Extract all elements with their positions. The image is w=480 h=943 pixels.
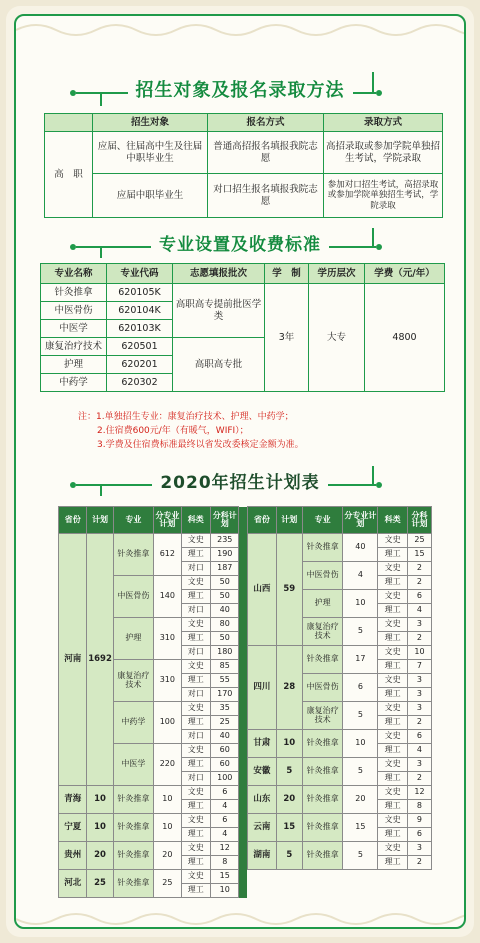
subject-type-cell: 理工 bbox=[378, 716, 408, 730]
subject-type-cell: 理工 bbox=[378, 548, 408, 562]
province-total-cell: 1692 bbox=[87, 534, 113, 786]
province-total-cell: 5 bbox=[276, 758, 302, 786]
major-plan-cell: 6 bbox=[343, 674, 378, 702]
subject-type-cell: 文史 bbox=[181, 814, 211, 828]
subject-plan-cell: 35 bbox=[211, 702, 239, 716]
subject-type-cell: 理工 bbox=[181, 632, 211, 646]
province-cell: 安徽 bbox=[248, 758, 276, 786]
plan-header-cell: 省份 bbox=[248, 507, 276, 534]
subject-type-cell: 文史 bbox=[378, 730, 408, 744]
note-line-1: 注：1.单独招生专业：康复治疗技术、护理、中药学； bbox=[78, 412, 294, 422]
subject-type-cell: 理工 bbox=[181, 590, 211, 604]
header-fee: 学费（元/年） bbox=[365, 264, 445, 284]
subject-plan-cell: 40 bbox=[211, 730, 239, 744]
subject-plan-cell: 60 bbox=[211, 758, 239, 772]
province-cell: 甘肃 bbox=[248, 730, 276, 758]
subject-plan-cell: 2 bbox=[407, 576, 431, 590]
admission-cell: 高招录取或参加学院单独招生考试，学院录取 bbox=[324, 132, 443, 174]
province-total-cell: 15 bbox=[276, 814, 302, 842]
subject-plan-cell: 55 bbox=[211, 674, 239, 688]
subject-type-cell: 文史 bbox=[181, 842, 211, 856]
subject-type-cell: 理工 bbox=[181, 800, 211, 814]
major-cell: 针灸推拿 bbox=[302, 786, 342, 814]
subject-type-cell: 文史 bbox=[181, 786, 211, 800]
section3-header bbox=[16, 462, 464, 493]
fee-cell: 4800 bbox=[365, 284, 445, 392]
subject-type-cell: 文史 bbox=[378, 562, 408, 576]
major-cell: 针灸推拿 bbox=[113, 842, 153, 870]
plan-header-cell: 分专业计划 bbox=[343, 507, 378, 534]
major-plan-cell: 5 bbox=[343, 618, 378, 646]
subject-plan-cell: 80 bbox=[211, 618, 239, 632]
subject-plan-cell: 10 bbox=[407, 646, 431, 660]
subject-plan-cell: 15 bbox=[211, 870, 239, 884]
subject-type-cell: 文史 bbox=[378, 786, 408, 800]
major-name: 中药学 bbox=[41, 374, 107, 392]
major-code: 620201 bbox=[107, 356, 173, 374]
province-total-cell: 25 bbox=[87, 870, 113, 898]
subject-plan-cell: 190 bbox=[211, 548, 239, 562]
subject-type-cell: 对口 bbox=[181, 730, 211, 744]
province-cell: 山西 bbox=[248, 534, 276, 646]
subject-type-cell: 文史 bbox=[181, 576, 211, 590]
major-code: 620105K bbox=[107, 284, 173, 302]
subject-type-cell: 对口 bbox=[181, 562, 211, 576]
province-cell: 云南 bbox=[248, 814, 276, 842]
subject-plan-cell: 2 bbox=[407, 772, 431, 786]
major-plan-cell: 15 bbox=[343, 814, 378, 842]
major-cell: 中药学 bbox=[113, 702, 153, 744]
subject-plan-cell: 60 bbox=[211, 744, 239, 758]
admission-method-table bbox=[44, 113, 443, 218]
header-degree: 学历层次 bbox=[309, 264, 365, 284]
subject-plan-cell: 50 bbox=[211, 632, 239, 646]
major-cell: 康复治疗技术 bbox=[302, 702, 342, 730]
section2-header bbox=[16, 224, 464, 255]
major-cell: 中医骨伤 bbox=[113, 576, 153, 618]
province-total-cell: 59 bbox=[276, 534, 302, 646]
subject-type-cell: 理工 bbox=[378, 632, 408, 646]
subject-plan-cell: 40 bbox=[211, 604, 239, 618]
major-cell: 中医骨伤 bbox=[302, 562, 342, 590]
major-cell: 针灸推拿 bbox=[113, 814, 153, 842]
province-cell: 山东 bbox=[248, 786, 276, 814]
subject-type-cell: 理工 bbox=[181, 828, 211, 842]
subject-type-cell: 文史 bbox=[378, 590, 408, 604]
enrollment-plan-table bbox=[58, 506, 432, 898]
subject-plan-cell: 187 bbox=[211, 562, 239, 576]
subject-plan-cell: 3 bbox=[407, 702, 431, 716]
note-line-3: 3.学费及住宿费标准最终以省发改委核定金额为准。 bbox=[97, 440, 304, 450]
plan-header-cell: 科类 bbox=[181, 507, 211, 534]
province-cell: 河北 bbox=[59, 870, 87, 898]
subject-plan-cell: 180 bbox=[211, 646, 239, 660]
major-plan-cell: 20 bbox=[154, 842, 181, 870]
province-total-cell: 20 bbox=[276, 786, 302, 814]
plan-header-cell: 分科计划 bbox=[407, 507, 431, 534]
subject-type-cell: 对口 bbox=[181, 772, 211, 786]
subject-type-cell: 对口 bbox=[181, 646, 211, 660]
subject-type-cell: 文史 bbox=[378, 646, 408, 660]
section1-title: 招生对象及报名录取方法 bbox=[128, 80, 353, 101]
major-name: 中医学 bbox=[41, 320, 107, 338]
target-cell: 应届、往届高中生及往届中职毕业生 bbox=[93, 132, 208, 174]
subject-type-cell: 理工 bbox=[378, 828, 408, 842]
major-plan-cell: 5 bbox=[343, 702, 378, 730]
major-plan-cell: 220 bbox=[154, 744, 181, 786]
major-code: 620302 bbox=[107, 374, 173, 392]
subject-type-cell: 理工 bbox=[378, 772, 408, 786]
subject-type-cell: 文史 bbox=[378, 618, 408, 632]
major-plan-cell: 100 bbox=[154, 702, 181, 744]
major-plan-cell: 10 bbox=[154, 814, 181, 842]
subject-plan-cell: 3 bbox=[407, 674, 431, 688]
subject-type-cell: 文史 bbox=[378, 814, 408, 828]
major-cell: 针灸推拿 bbox=[113, 534, 153, 576]
subject-plan-cell: 3 bbox=[407, 688, 431, 702]
major-cell: 康复治疗技术 bbox=[113, 660, 153, 702]
major-plan-cell: 10 bbox=[343, 730, 378, 758]
bottom-wave-decoration bbox=[16, 911, 466, 929]
section3-title: 2020年招生计划表 bbox=[152, 473, 327, 493]
province-total-cell: 10 bbox=[87, 814, 113, 842]
province-cell: 四川 bbox=[248, 646, 276, 730]
subject-plan-cell: 25 bbox=[211, 716, 239, 730]
duration-cell: 3年 bbox=[265, 284, 309, 392]
subject-plan-cell: 85 bbox=[211, 660, 239, 674]
subject-type-cell: 文史 bbox=[378, 702, 408, 716]
subject-plan-cell: 9 bbox=[407, 814, 431, 828]
major-plan-cell: 17 bbox=[343, 646, 378, 674]
major-plan-cell: 4 bbox=[343, 562, 378, 590]
province-total-cell: 5 bbox=[276, 842, 302, 870]
header-major-code: 专业代码 bbox=[107, 264, 173, 284]
subject-plan-cell: 3 bbox=[407, 842, 431, 856]
major-code: 620501 bbox=[107, 338, 173, 356]
subject-type-cell: 文史 bbox=[181, 534, 211, 548]
header-method: 报名方式 bbox=[208, 114, 324, 132]
major-plan-cell: 10 bbox=[343, 590, 378, 618]
content-panel bbox=[14, 14, 466, 929]
target-cell: 应届中职毕业生 bbox=[93, 174, 208, 218]
subject-plan-cell: 6 bbox=[211, 786, 239, 800]
province-cell: 青海 bbox=[59, 786, 87, 814]
province-total-cell: 20 bbox=[87, 842, 113, 870]
batch-regular: 高职高专批 bbox=[173, 338, 265, 392]
major-name: 护理 bbox=[41, 356, 107, 374]
subject-plan-cell: 4 bbox=[211, 800, 239, 814]
subject-type-cell: 理工 bbox=[181, 856, 211, 870]
major-plan-cell: 5 bbox=[343, 842, 378, 870]
major-plan-cell: 20 bbox=[343, 786, 378, 814]
subject-plan-cell: 2 bbox=[407, 716, 431, 730]
batch-early: 高职高专提前批医学类 bbox=[173, 284, 265, 338]
plan-header-cell: 计划 bbox=[87, 507, 113, 534]
major-plan-cell: 40 bbox=[343, 534, 378, 562]
major-cell: 中医骨伤 bbox=[302, 674, 342, 702]
province-total-cell: 10 bbox=[87, 786, 113, 814]
subject-type-cell: 理工 bbox=[378, 660, 408, 674]
major-plan-cell: 140 bbox=[154, 576, 181, 618]
major-plan-cell: 612 bbox=[154, 534, 181, 576]
major-name: 针灸推拿 bbox=[41, 284, 107, 302]
major-cell: 护理 bbox=[113, 618, 153, 660]
subject-plan-cell: 6 bbox=[407, 590, 431, 604]
degree-cell: 大专 bbox=[309, 284, 365, 392]
subject-type-cell: 理工 bbox=[378, 800, 408, 814]
subject-plan-cell: 6 bbox=[407, 828, 431, 842]
major-name: 中医骨伤 bbox=[41, 302, 107, 320]
subject-plan-cell: 8 bbox=[211, 856, 239, 870]
page-frame bbox=[6, 6, 474, 937]
subject-plan-cell: 15 bbox=[407, 548, 431, 562]
major-fee-table bbox=[40, 263, 445, 392]
subject-type-cell: 理工 bbox=[378, 688, 408, 702]
subject-plan-cell: 6 bbox=[211, 814, 239, 828]
major-plan-cell: 25 bbox=[154, 870, 181, 898]
major-code: 620104K bbox=[107, 302, 173, 320]
subject-plan-cell: 25 bbox=[407, 534, 431, 548]
subject-plan-cell: 12 bbox=[407, 786, 431, 800]
header-duration: 学 制 bbox=[265, 264, 309, 284]
subject-type-cell: 文史 bbox=[181, 744, 211, 758]
subject-plan-cell: 8 bbox=[407, 800, 431, 814]
plan-header-cell: 专业 bbox=[302, 507, 342, 534]
method-cell: 普通高招报名填报我院志愿 bbox=[208, 132, 324, 174]
province-total-cell: 28 bbox=[276, 646, 302, 730]
subject-plan-cell: 3 bbox=[407, 618, 431, 632]
subject-plan-cell: 10 bbox=[211, 884, 239, 898]
major-plan-cell: 310 bbox=[154, 618, 181, 660]
subject-type-cell: 理工 bbox=[378, 744, 408, 758]
subject-type-cell: 文史 bbox=[378, 842, 408, 856]
plan-header-cell: 分专业计划 bbox=[154, 507, 181, 534]
subject-plan-cell: 4 bbox=[407, 744, 431, 758]
method-cell: 对口招生报名填报我院志愿 bbox=[208, 174, 324, 218]
major-plan-cell: 5 bbox=[343, 758, 378, 786]
major-cell: 针灸推拿 bbox=[302, 758, 342, 786]
major-cell: 护理 bbox=[302, 590, 342, 618]
subject-type-cell: 理工 bbox=[181, 884, 211, 898]
major-name: 康复治疗技术 bbox=[41, 338, 107, 356]
subject-type-cell: 对口 bbox=[181, 688, 211, 702]
section1-header bbox=[16, 68, 464, 101]
subject-type-cell: 文史 bbox=[378, 534, 408, 548]
plan-header-cell: 省份 bbox=[59, 507, 87, 534]
subject-type-cell: 对口 bbox=[181, 604, 211, 618]
subject-plan-cell: 235 bbox=[211, 534, 239, 548]
major-cell: 中医学 bbox=[113, 744, 153, 786]
subject-plan-cell: 50 bbox=[211, 576, 239, 590]
subject-type-cell: 理工 bbox=[181, 758, 211, 772]
header-batch: 志愿填报批次 bbox=[173, 264, 265, 284]
subject-plan-cell: 2 bbox=[407, 856, 431, 870]
subject-type-cell: 文史 bbox=[181, 870, 211, 884]
plan-header-cell: 专业 bbox=[113, 507, 153, 534]
section2-title: 专业设置及收费标准 bbox=[151, 235, 329, 255]
header-major-name: 专业名称 bbox=[41, 264, 107, 284]
subject-type-cell: 理工 bbox=[181, 674, 211, 688]
subject-plan-cell: 6 bbox=[407, 730, 431, 744]
province-cell: 河南 bbox=[59, 534, 87, 786]
major-cell: 针灸推拿 bbox=[113, 870, 153, 898]
major-cell: 针灸推拿 bbox=[302, 814, 342, 842]
major-cell: 针灸推拿 bbox=[113, 786, 153, 814]
admission-cell: 参加对口招生考试，高招录取或参加学院单独招生考试，学院录取 bbox=[324, 174, 443, 218]
subject-plan-cell: 170 bbox=[211, 688, 239, 702]
subject-type-cell: 理工 bbox=[378, 604, 408, 618]
table-gap bbox=[239, 507, 248, 898]
major-cell: 针灸推拿 bbox=[302, 646, 342, 674]
province-cell: 湖南 bbox=[248, 842, 276, 870]
subject-plan-cell: 3 bbox=[407, 758, 431, 772]
subject-plan-cell: 4 bbox=[211, 828, 239, 842]
subject-type-cell: 理工 bbox=[181, 716, 211, 730]
corner-cell bbox=[45, 114, 93, 132]
province-cell: 贵州 bbox=[59, 842, 87, 870]
subject-plan-cell: 4 bbox=[407, 604, 431, 618]
subject-type-cell: 文史 bbox=[181, 660, 211, 674]
subject-type-cell: 理工 bbox=[378, 576, 408, 590]
major-cell: 针灸推拿 bbox=[302, 842, 342, 870]
header-target: 招生对象 bbox=[93, 114, 208, 132]
province-cell: 宁夏 bbox=[59, 814, 87, 842]
province-total-cell: 10 bbox=[276, 730, 302, 758]
major-plan-cell: 310 bbox=[154, 660, 181, 702]
subject-type-cell: 文史 bbox=[378, 674, 408, 688]
subject-type-cell: 文史 bbox=[378, 758, 408, 772]
major-plan-cell: 10 bbox=[154, 786, 181, 814]
subject-plan-cell: 7 bbox=[407, 660, 431, 674]
subject-plan-cell: 100 bbox=[211, 772, 239, 786]
top-wave-decoration bbox=[16, 16, 466, 36]
subject-type-cell: 文史 bbox=[181, 618, 211, 632]
subject-plan-cell: 12 bbox=[211, 842, 239, 856]
subject-plan-cell: 2 bbox=[407, 562, 431, 576]
note-line-2: 2.住宿费600元/年（有暖气，WIFI）； bbox=[97, 426, 249, 436]
subject-plan-cell: 2 bbox=[407, 632, 431, 646]
major-cell: 康复治疗技术 bbox=[302, 618, 342, 646]
subject-type-cell: 文史 bbox=[181, 702, 211, 716]
major-code: 620103K bbox=[107, 320, 173, 338]
subject-plan-cell: 50 bbox=[211, 590, 239, 604]
subject-type-cell: 理工 bbox=[378, 856, 408, 870]
major-cell: 针灸推拿 bbox=[302, 730, 342, 758]
plan-header-cell: 科类 bbox=[378, 507, 408, 534]
level-cell: 高 职 bbox=[45, 132, 93, 218]
plan-header-cell: 分科计划 bbox=[211, 507, 239, 534]
plan-header-cell: 计划 bbox=[276, 507, 302, 534]
header-admission: 录取方式 bbox=[324, 114, 443, 132]
subject-type-cell: 理工 bbox=[181, 548, 211, 562]
major-cell: 针灸推拿 bbox=[302, 534, 342, 562]
